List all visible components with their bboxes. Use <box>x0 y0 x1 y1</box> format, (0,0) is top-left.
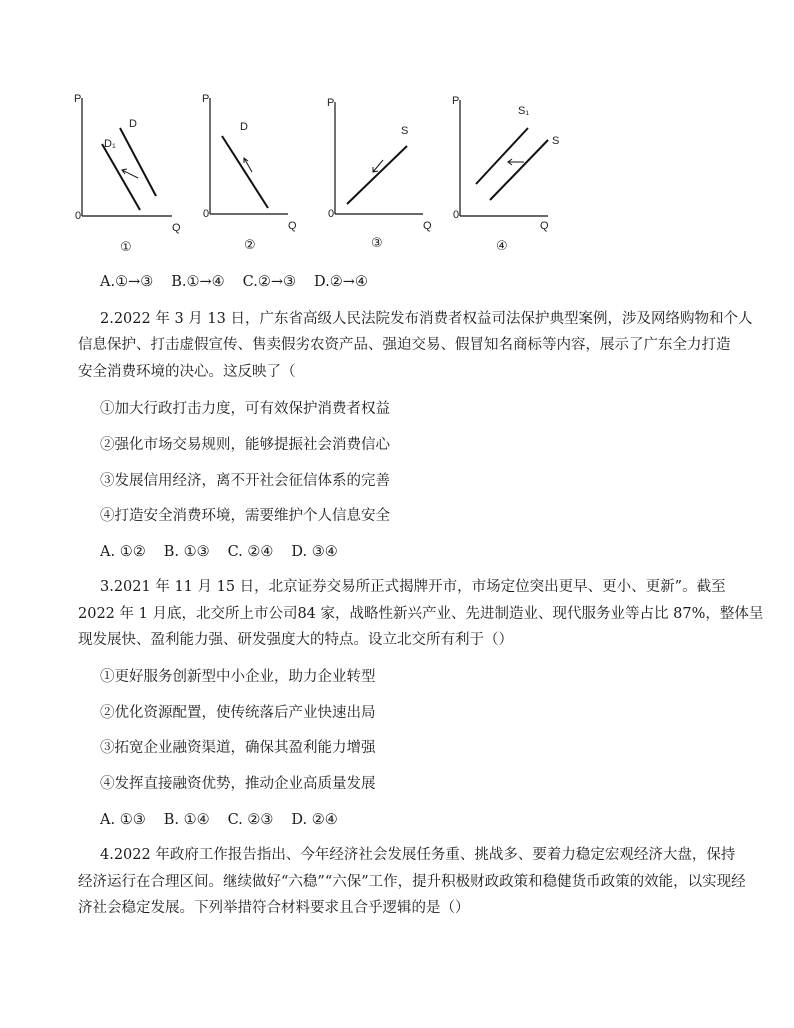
figure-4 <box>438 86 578 256</box>
fig2-move-arrow <box>244 158 252 172</box>
fig1-p-label: P <box>74 93 82 105</box>
q1-option-c[interactable]: C.②→③ <box>242 274 296 290</box>
q3-statement-4: ④发挥直接融资优势，推动企业高质量发展 <box>100 776 376 792</box>
q2-options <box>100 542 716 562</box>
fig1-curve2-label: D₁ <box>104 138 116 150</box>
q3-statement-2: ②优化资源配置，使传统落后产业快速出局 <box>100 705 376 721</box>
fig2-q-label: Q <box>288 220 297 232</box>
q4-stem-line-1: 4.2022 年政府工作报告指出、今年经济社会发展任务重、挑战多、要着力稳定宏观经济大盘，保持 <box>100 847 736 863</box>
q3-option-d[interactable]: D. ②④ <box>291 812 338 828</box>
q2-stem-line-1: 2.2022 年 3 月 13 日，广东省高级人民法院发布消费者权益司法保护典型案例，涉及网络购物和个人 <box>100 311 753 327</box>
figure-2 <box>188 86 308 256</box>
fig3-q-label: Q <box>423 220 432 232</box>
fig4-curve2-label: S <box>552 135 560 147</box>
q2-option-b[interactable]: B. ①③ <box>163 544 210 560</box>
q3-statement-1: ①更好服务创新型中小企业，助力企业转型 <box>100 669 376 685</box>
figure-3 <box>313 86 433 256</box>
q2-statement-2: ②强化市场交易规则，能够提振社会消费信心 <box>100 437 390 453</box>
fig4-curve-s <box>490 140 548 200</box>
fig2-number: ② <box>244 238 256 253</box>
q3-option-b[interactable]: B. ①④ <box>163 812 210 828</box>
q3-option-c[interactable]: C. ②③ <box>227 812 274 828</box>
fig4-p-label: P <box>452 95 460 107</box>
q2-option-c[interactable]: C. ②④ <box>227 544 274 560</box>
fig1-origin-label: 0 <box>75 210 82 222</box>
q2-option-d[interactable]: D. ③④ <box>291 544 338 560</box>
fig1-curve1-label: D <box>129 118 137 130</box>
q3-stem-line-3: 现发展快、盈利能力强、研发强度大的特点。设立北交所有利于（） <box>78 632 513 648</box>
q3-stem-line-2: 2022 年 1 月底，北交所上市公司84 家，战略性新兴产业、先进制造业、现代服务业等占比 87%，整体呈 <box>78 606 764 622</box>
fig4-origin-label: 0 <box>453 209 460 221</box>
fig3-curve-s <box>347 146 407 204</box>
q2-stem-line-3: 安全消费环境的决心。这反映了（ <box>78 364 296 380</box>
fig1-number: ① <box>120 240 132 255</box>
fig1-q-label: Q <box>172 222 181 234</box>
q4-stem-line-2: 经济运行在合理区间。继续做好“六稳”“六保”工作，提升积极财政政策和稳健货币政策的效能，以实现经 <box>78 874 746 890</box>
figure-1 <box>60 86 180 256</box>
fig2-curve1-label: D <box>240 121 248 133</box>
q1-option-d[interactable]: D.②→④ <box>314 274 368 290</box>
q1-options <box>100 272 716 292</box>
q2-option-a[interactable]: A. ①② <box>100 544 146 560</box>
q1-option-b[interactable]: B.①→④ <box>171 274 225 290</box>
fig3-p-label: P <box>327 97 335 109</box>
q2-statement-4: ④打造安全消费环境，需要维护个人信息安全 <box>100 508 390 524</box>
q4-stem-line-3: 济社会稳定发展。下列举措符合材料要求且合乎逻辑的是（） <box>78 900 470 916</box>
q1-option-a[interactable]: A.①→③ <box>100 274 154 290</box>
supply-demand-figures <box>60 86 620 256</box>
fig3-origin-label: 0 <box>328 208 335 220</box>
q2-statement-3: ③发展信用经济，离不开社会征信体系的完善 <box>100 473 390 489</box>
q2-stem-line-2: 信息保护、打击虚假宣传、售卖假劣农资产品、强迫交易、假冒知名商标等内容，展示了广东全力打造 <box>78 337 731 353</box>
fig2-curve-d <box>222 136 268 208</box>
fig4-q-label: Q <box>540 220 549 232</box>
q3-option-a[interactable]: A. ①③ <box>100 812 146 828</box>
q3-stem-line-1: 3.2021 年 11 月 15 日，北京证券交易所正式揭牌开市，市场定位突出更早、更小、更新”。截至 <box>100 579 726 595</box>
fig4-number: ④ <box>496 239 508 254</box>
q3-statement-3: ③拓宽企业融资渠道，确保其盈利能力增强 <box>100 740 376 756</box>
fig3-number: ③ <box>371 236 383 251</box>
q2-statement-1: ①加大行政打击力度，可有效保护消费者权益 <box>100 401 390 417</box>
fig2-origin-label: 0 <box>203 208 210 220</box>
fig3-curve1-label: S <box>401 125 409 137</box>
fig4-curve-s1 <box>476 128 528 184</box>
fig4-curve1-label: S₁ <box>518 105 530 117</box>
fig2-p-label: P <box>202 93 210 105</box>
q3-options <box>100 810 716 830</box>
